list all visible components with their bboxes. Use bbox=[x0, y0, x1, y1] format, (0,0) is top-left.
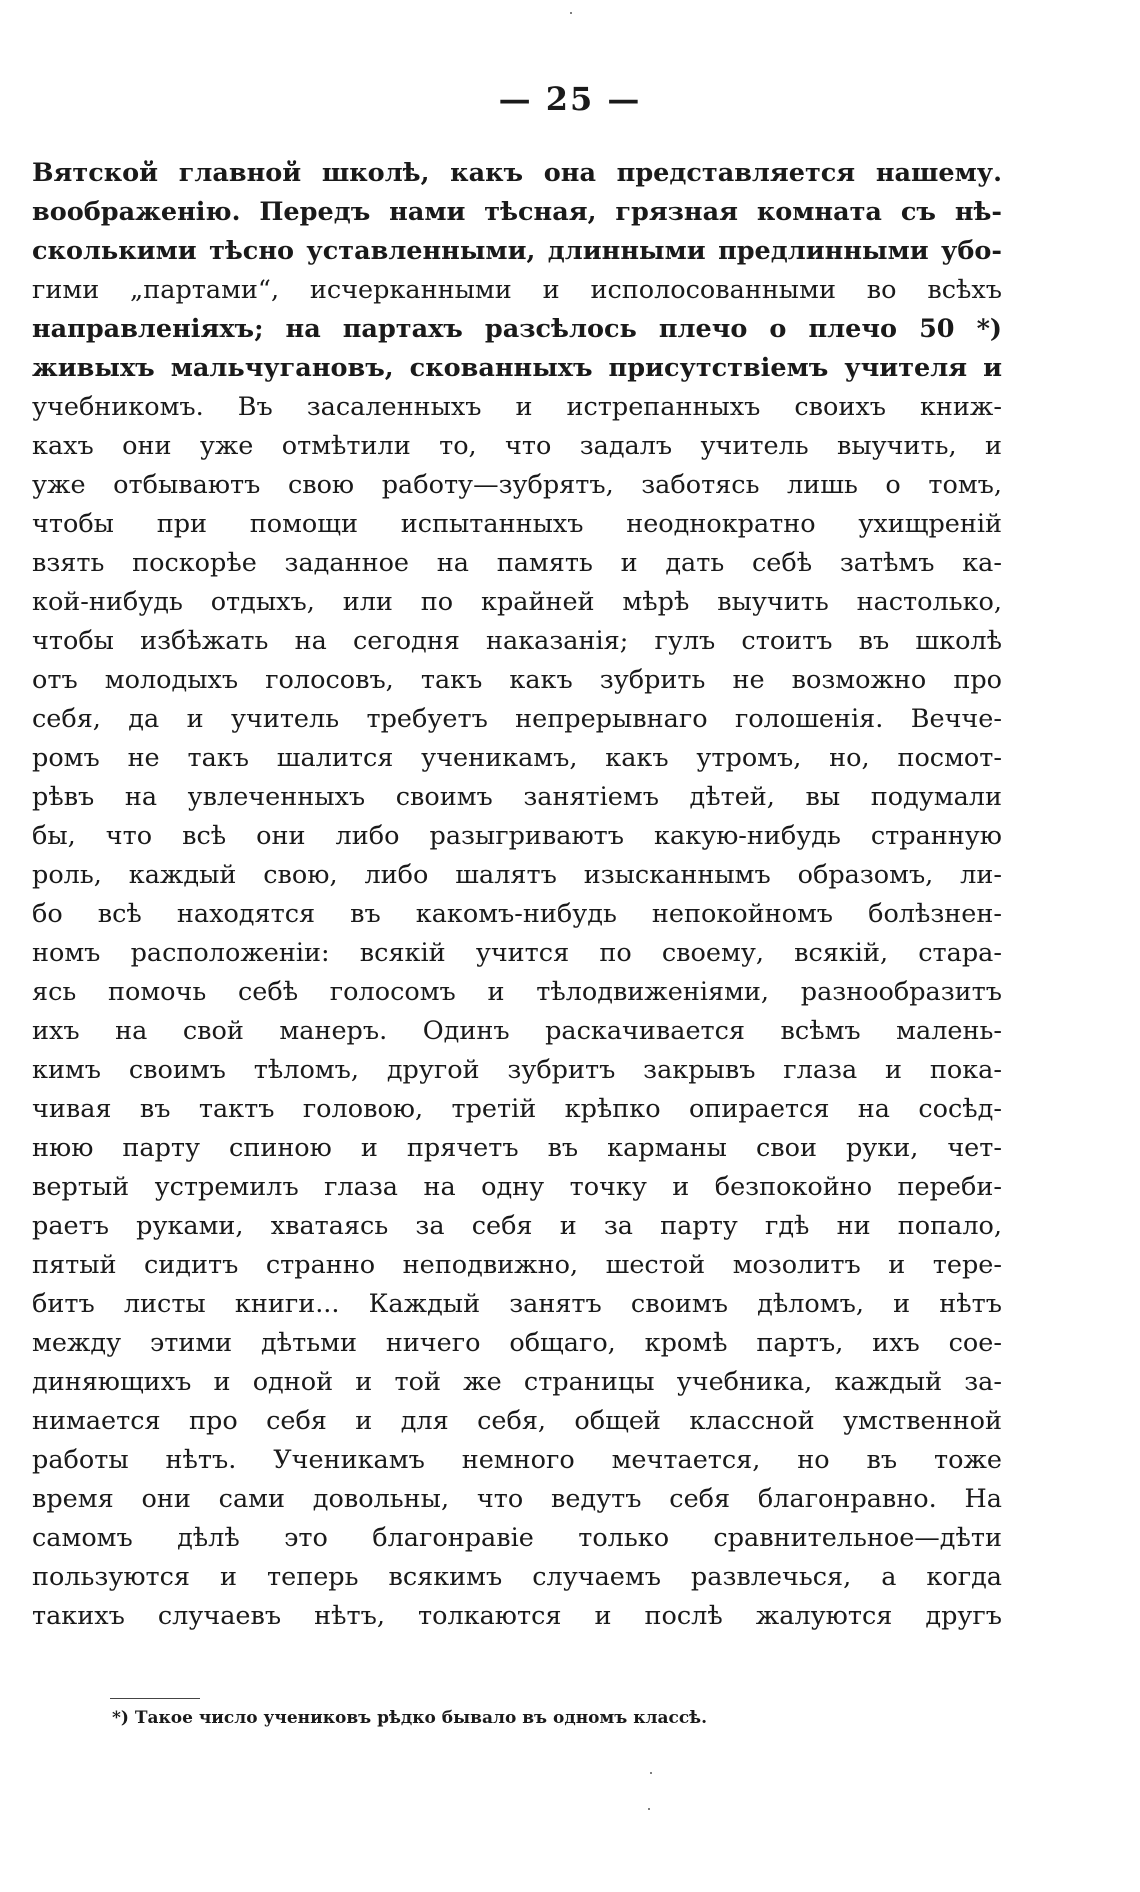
text-line: нюю парту спиною и прячетъ въ карманы свои руки, чет- bbox=[32, 1133, 1002, 1163]
text-line: себя, да и учитель требуетъ непрерывнаго голошенія. Вечче- bbox=[32, 704, 1002, 734]
text-line: нимается про себя и для себя, общей классной умственной bbox=[32, 1406, 1002, 1436]
text-line: ромъ не такъ шалится ученикамъ, какъ утромъ, но, посмот- bbox=[32, 743, 1002, 773]
text-line: кимъ своимъ тѣломъ, другой зубритъ закрывъ глаза и пока- bbox=[32, 1055, 1002, 1085]
text-line: ясь помочь себѣ голосомъ и тѣлодвиженіями, разнообразитъ bbox=[32, 977, 1002, 1007]
print-speck bbox=[570, 12, 572, 14]
text-line: кахъ они уже отмѣтили то, что задалъ учитель выучить, и bbox=[32, 431, 1002, 461]
text-line: пользуются и теперь всякимъ случаемъ развлечься, а когда bbox=[32, 1562, 1002, 1592]
text-line: воображенію. Передъ нами тѣсная, грязная комната съ нѣ- bbox=[32, 197, 1002, 227]
text-line: вертый устремилъ глаза на одну точку и безпокойно переби- bbox=[32, 1172, 1002, 1202]
body-text bbox=[32, 154, 1002, 1636]
text-line: рѣвъ на увлеченныхъ своимъ занятіемъ дѣтей, вы подумали bbox=[32, 782, 1002, 812]
text-line: чтобы избѣжать на сегодня наказанія; гулъ стоитъ въ школѣ bbox=[32, 626, 1002, 656]
text-line: кой-нибудь отдыхъ, или по крайней мѣрѣ выучить настолько, bbox=[32, 587, 1002, 617]
text-line: учебникомъ. Въ засаленныхъ и истрепанныхъ своихъ книж- bbox=[32, 392, 1002, 422]
page-number: — 25 — bbox=[498, 80, 642, 118]
text-line: уже отбываютъ свою работу—зубрятъ, заботясь лишь о томъ, bbox=[32, 470, 1002, 500]
footnote: *) Такое число учениковъ рѣдко бывало въ одномъ классѣ. bbox=[112, 1708, 708, 1728]
text-line: отъ молодыхъ голосовъ, такъ какъ зубрить не возможно про bbox=[32, 665, 1002, 695]
text-line: чтобы при помощи испытанныхъ неоднократно ухищреній bbox=[32, 509, 1002, 539]
text-line: роль, каждый свою, либо шалятъ изысканнымъ образомъ, ли- bbox=[32, 860, 1002, 890]
text-line: пятый сидитъ странно неподвижно, шестой мозолитъ и тере- bbox=[32, 1250, 1002, 1280]
text-line: сколькими тѣсно уставленными, длинными предлинными убо- bbox=[32, 236, 1002, 266]
text-line: взять поскорѣе заданное на память и дать себѣ затѣмъ ка- bbox=[32, 548, 1002, 578]
text-line: Вятской главной школѣ, какъ она представляется нашему. bbox=[32, 158, 1002, 188]
print-speck bbox=[648, 1808, 650, 1810]
text-line: гими „партами“, исчерканными и исполосованными во всѣхъ bbox=[32, 275, 1002, 305]
text-line: чивая въ тактъ головою, третій крѣпко опирается на сосѣд- bbox=[32, 1094, 1002, 1124]
text-line: такихъ случаевъ нѣтъ, толкаются и послѣ жалуются другъ bbox=[32, 1601, 1002, 1631]
text-line: направленіяхъ; на партахъ разсѣлось плечо о плечо 50 *) bbox=[32, 314, 1002, 344]
footnote-divider bbox=[110, 1698, 200, 1699]
text-line: живыхъ мальчугановъ, скованныхъ присутствіемъ учителя и bbox=[32, 353, 1002, 383]
text-line: номъ расположеніи: всякій учится по своему, всякій, стара- bbox=[32, 938, 1002, 968]
text-line: ихъ на свой манеръ. Одинъ раскачивается всѣмъ малень- bbox=[32, 1016, 1002, 1046]
text-line: бо всѣ находятся въ какомъ-нибудь непокойномъ болѣзнен- bbox=[32, 899, 1002, 929]
print-speck bbox=[650, 1772, 652, 1774]
text-line: самомъ дѣлѣ это благонравіе только сравнительное—дѣти bbox=[32, 1523, 1002, 1553]
text-line: работы нѣтъ. Ученикамъ немного мечтается, но въ тоже bbox=[32, 1445, 1002, 1475]
text-line: диняющихъ и одной и той же страницы учебника, каждый за- bbox=[32, 1367, 1002, 1397]
text-line: между этими дѣтьми ничего общаго, кромѣ партъ, ихъ сое- bbox=[32, 1328, 1002, 1358]
text-line: битъ листы книги... Каждый занятъ своимъ дѣломъ, и нѣтъ bbox=[32, 1289, 1002, 1319]
text-line: бы, что всѣ они либо разыгриваютъ какую-нибудь странную bbox=[32, 821, 1002, 851]
text-line: раетъ руками, хватаясь за себя и за парту гдѣ ни попало, bbox=[32, 1211, 1002, 1241]
text-line: время они сами довольны, что ведутъ себя благонравно. На bbox=[32, 1484, 1002, 1514]
